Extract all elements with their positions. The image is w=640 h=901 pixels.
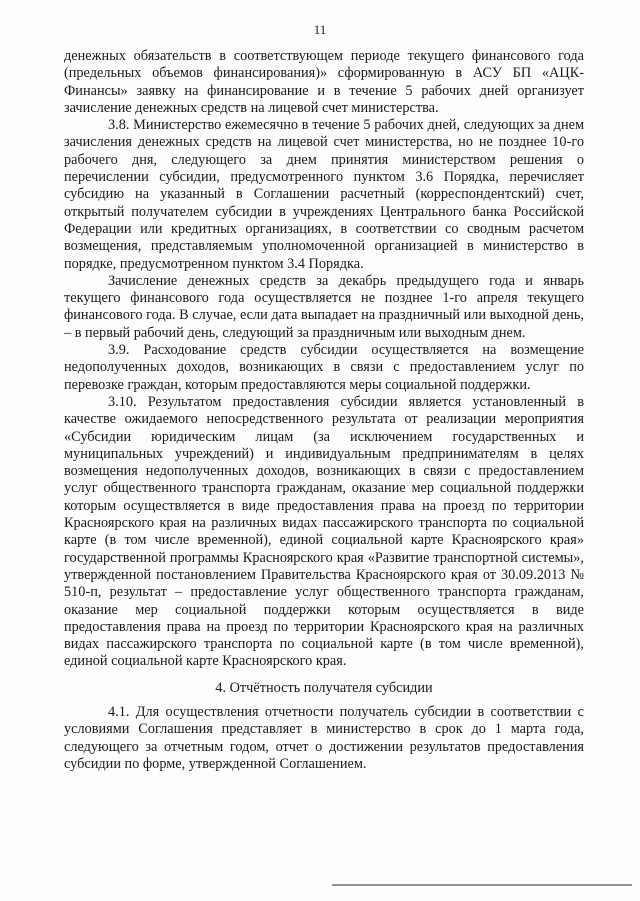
document-body	[64, 48, 584, 773]
paragraph-3-9: 3.9. Расходование средств субсидии осуществляется на возмещение недополученных доходов, возникающих в связи с предоставлением услуг по перевозке граждан, которым предоставляются меры социальной поддержки.	[64, 342, 584, 393]
paragraph-3-10: 3.10. Результатом предоставления субсидии является установленный в качестве ожидаемого непосредственного результата от реализации мероприятия «Субсидии юридическим лицам (за исключением государственных и муниципальных учреждений) и индивидуальным предпринимателям в целях возмещения недополученных доходов, возникающих в связи с предоставлением услуг общественного транспорта гражданам, оказание мер социальной поддержки которым осуществляется в виде предоставления права на проезд по территории Красноярского края на различных видах пассажирского транспорта по социальной карте (в том числе временной), единой социальной карте Красноярского края» государственной программы Красноярского края «Развитие транспортной системы», утвержденной постановлением Правительства Красноярского края от 30.09.2013 № 510-п, результат – предоставление услуг общественного транспорта гражданам, оказание мер социальной поддержки которым осуществляется в виде предоставления права на проезд по территории Красноярского края на различных видах пассажирского транспорта по социальной карте (в том числе временной), единой социальной карте Красноярского края.	[64, 393, 584, 670]
paragraph-3-8: 3.8. Министерство ежемесячно в течение 5 рабочих дней, следующих за днем зачисления денежных средств на лицевой счет министерства, но не позднее 10-го рабочего дня, следующего за днем принятия министерством решения о перечислении субсидии, предусмотренного пунктом 3.6 Порядка, перечисляет субсидию на указанный в Соглашении расчетный (корреспондентский) счет, открытый получателем субсидии в учреждениях Центрального банка Российской Федерации или кредитных организациях, в соответствии со сводным расчетом возмещения, представляемым уполномоченной организацией в министерство в порядке, предусмотренном пунктом 3.4 Порядка.	[64, 117, 584, 272]
paragraph-continuation: денежных обязательств в соответствующем периоде текущего финансового года (предельных объемов финансирования)» сформированную в АСУ БП «АЦК-Финансы» заявку на финансирование и в течение 5 рабочих дней организует зачисление денежных средств на лицевой счет министерства.	[64, 48, 584, 116]
paragraph-crediting-december: Зачисление денежных средств за декабрь предыдущего года и январь текущего финансового года осуществляется не позднее 1-го апреля текущего финансового года. В случае, если дата выпадает на праздничный или выходной день, – в первый рабочий день, следующий за праздничным или выходным днем.	[64, 272, 584, 341]
paragraph-4-1: 4.1. Для осуществления отчетности получатель субсидии в соответствии с условиями Соглашения представляет в министерство в срок до 1 марта года, следующего за отчетным годом, отчет о достижении результатов предоставления субсидии по форме, утвержденной Соглашением.	[64, 703, 584, 772]
page-number: 11	[313, 22, 327, 37]
section-heading-4: 4. Отчётность получателя субсидии	[215, 679, 433, 696]
scan-edge-line	[332, 884, 632, 886]
